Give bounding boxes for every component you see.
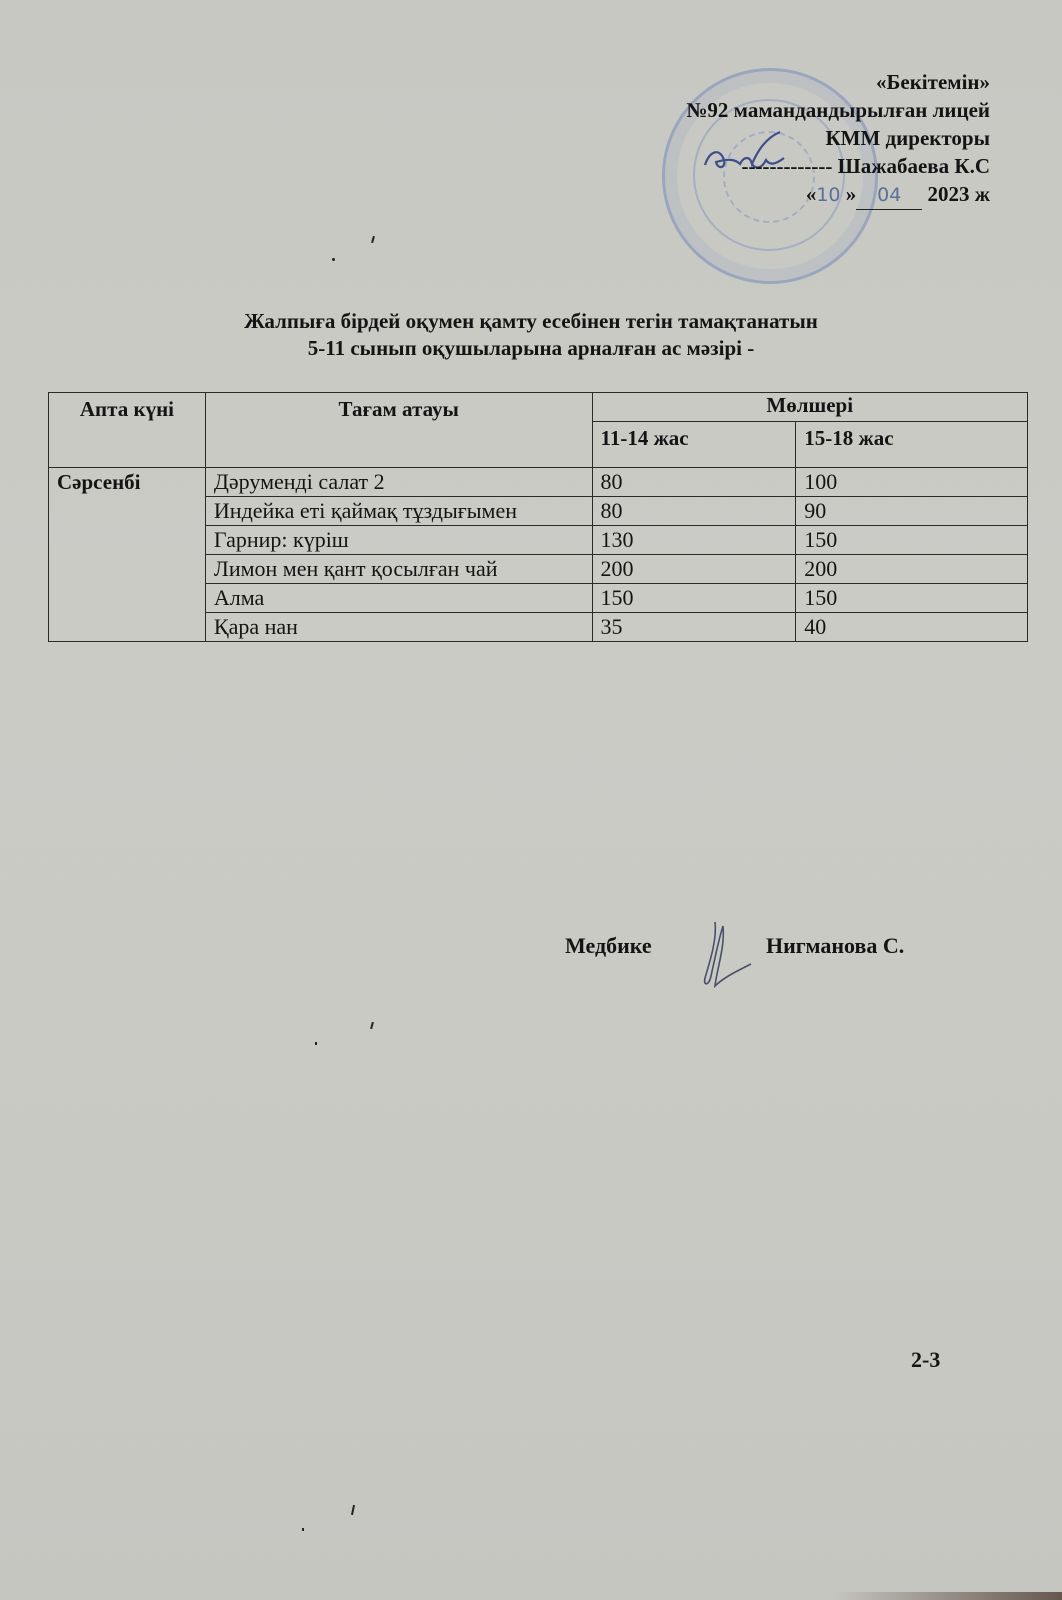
table-header-row: [49, 393, 1028, 422]
amount-11-14-cell: 35: [592, 613, 796, 642]
page-number: 2-3: [911, 1347, 941, 1372]
dish-cell: Гарнир: күріш: [205, 526, 592, 555]
amount-15-18-cell: 150: [796, 526, 1028, 555]
dish-cell: Дәруменді салат 2: [205, 468, 592, 497]
header-amount: Мөлшері: [592, 393, 1028, 422]
approval-heading: «Бекітемін»: [875, 70, 990, 94]
nurse-role-label: Медбике: [565, 933, 652, 958]
amount-15-18-cell: 150: [796, 584, 1028, 613]
header-age-15-18: 15-18 жас: [796, 422, 1028, 468]
date-year: 2023 ж: [927, 182, 990, 206]
dish-cell: Алма: [205, 584, 592, 613]
amount-15-18-cell: 90: [796, 497, 1028, 526]
header-age-11-14: 11-14 жас: [592, 422, 796, 468]
director-name: Шажабаева К.С: [837, 154, 990, 178]
dish-cell: Қара нан: [205, 613, 592, 642]
dish-cell: Индейка еті қаймақ тұздығымен: [205, 497, 592, 526]
institution-line: №92 мамандандырылған лицей: [686, 98, 990, 122]
dish-cell: Лимон мен қант қосылған чай: [205, 555, 592, 584]
nurse-signature-icon: [695, 918, 755, 993]
stray-mark: [370, 1022, 374, 1029]
page-edge-shadow: [832, 1592, 1062, 1600]
date-quote-open: «: [805, 182, 817, 206]
amount-15-18-cell: 100: [796, 468, 1028, 497]
title-line-1: Жалпыға бірдей оқумен қамту есебінен тегін тамақтанатын: [244, 309, 818, 333]
header-day: Апта күні: [49, 393, 206, 468]
header-dish: Тағам атауы: [205, 393, 592, 468]
stray-mark: [351, 1505, 355, 1515]
date-quote-close: »: [845, 182, 857, 206]
document-title: [0, 308, 1062, 362]
menu-table: [48, 392, 1028, 642]
amount-11-14-cell: 80: [592, 468, 796, 497]
approval-date: [686, 180, 990, 210]
title-line-2: 5-11 сынып оқушыларына арналған ас мәзірі -: [307, 336, 755, 360]
stray-mark: [332, 258, 335, 261]
amount-15-18-cell: 40: [796, 613, 1028, 642]
stray-mark: [315, 1042, 317, 1045]
position-line: КММ директоры: [825, 126, 990, 150]
amount-11-14-cell: 200: [592, 555, 796, 584]
table-row: [49, 468, 1028, 497]
amount-11-14-cell: 150: [592, 584, 796, 613]
amount-11-14-cell: 80: [592, 497, 796, 526]
stray-mark: [371, 236, 375, 243]
stray-mark: [302, 1528, 304, 1531]
date-day: 10: [816, 184, 841, 206]
approval-block: [686, 68, 990, 210]
amount-11-14-cell: 130: [592, 526, 796, 555]
nurse-name: Нигманова С.: [766, 933, 905, 958]
amount-15-18-cell: 200: [796, 555, 1028, 584]
director-line: [686, 152, 990, 180]
signature-dashes: -------------: [741, 154, 833, 178]
day-cell: Сәрсенбі: [49, 468, 206, 642]
date-month: 04: [856, 181, 922, 210]
